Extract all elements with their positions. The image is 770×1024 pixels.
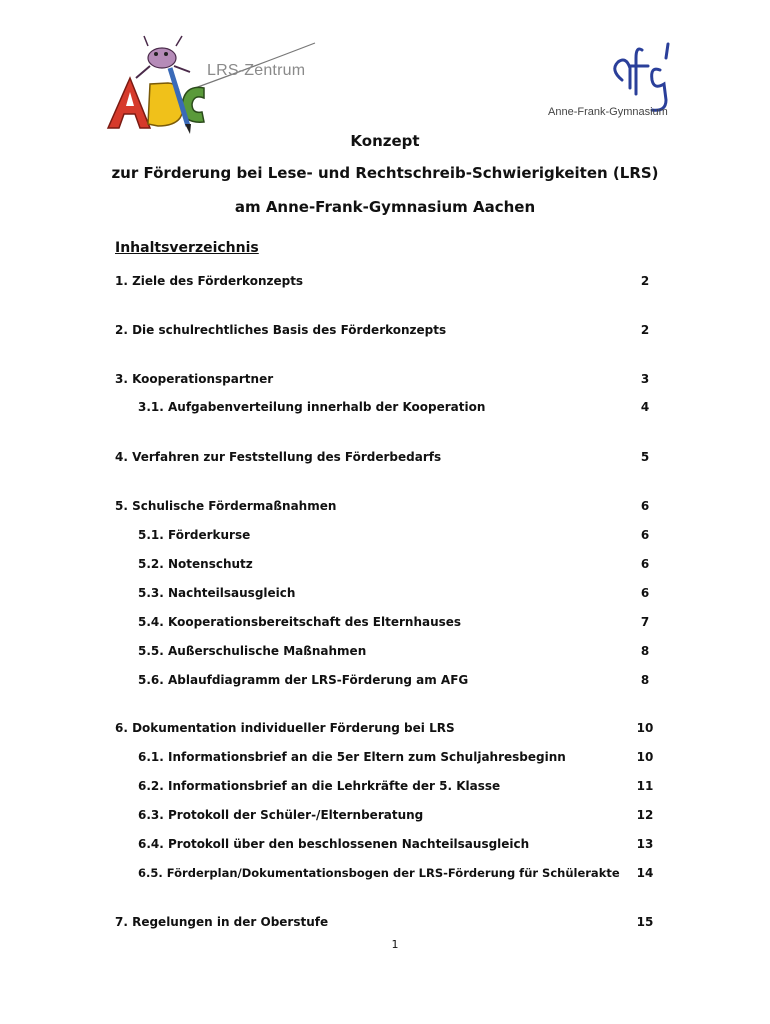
toc-entry[interactable] xyxy=(0,323,770,341)
toc-entry-label: 5.1. Förderkurse xyxy=(138,528,251,542)
toc-entry-page: 2 xyxy=(640,323,650,337)
toc-subentry[interactable] xyxy=(0,400,770,418)
toc-subentry[interactable] xyxy=(0,866,770,884)
toc-entry-label: 5.4. Kooperationsbereitschaft des Elternhauses xyxy=(138,615,462,629)
toc-entry[interactable] xyxy=(0,450,770,468)
toc-entry-page: 15 xyxy=(636,915,654,929)
title-line-2: zur Förderung bei Lese- und Rechtschreib-Schwierigkeiten (LRS) xyxy=(111,164,659,182)
toc-entry[interactable] xyxy=(0,274,770,292)
toc-entry-page: 8 xyxy=(640,673,650,687)
toc-subentry[interactable] xyxy=(0,837,770,855)
toc-entry-label: 4. Verfahren zur Feststellung des Förderbedarfs xyxy=(115,450,442,464)
title-line-3: am Anne-Frank-Gymnasium Aachen xyxy=(234,198,536,216)
toc-heading: Inhaltsverzeichnis xyxy=(115,240,259,256)
toc-entry-page: 2 xyxy=(640,274,650,288)
toc-entry-label: 3.1. Aufgabenverteilung innerhalb der Kooperation xyxy=(138,400,486,414)
toc-entry-page: 5 xyxy=(640,450,650,464)
toc-entry-label: 6.5. Förderplan/Dokumentationsbogen der LRS-Förderung für Schülerakte xyxy=(138,866,620,880)
toc-entry-label: 1. Ziele des Förderkonzepts xyxy=(115,274,304,288)
toc-entry[interactable] xyxy=(0,721,770,739)
title-line-1: Konzept xyxy=(350,132,420,150)
toc-entry[interactable] xyxy=(0,915,770,933)
toc-entry-label: 5. Schulische Fördermaßnahmen xyxy=(115,499,337,513)
lrs-zentrum-logo xyxy=(100,28,330,143)
toc-entry-page: 11 xyxy=(636,779,654,793)
toc-entry-label: 6.2. Informationsbrief an die Lehrkräfte der 5. Klasse xyxy=(138,779,501,793)
toc-subentry[interactable] xyxy=(0,750,770,768)
toc-entry-label: 6.1. Informationsbrief an die 5er Eltern zum Schuljahresbeginn xyxy=(138,750,566,764)
toc-entry-label: 2. Die schulrechtliches Basis des Förderkonzepts xyxy=(115,323,447,337)
toc-subentry[interactable] xyxy=(0,528,770,546)
toc-entry-label: 3. Kooperationspartner xyxy=(115,372,274,386)
toc-entry-page: 8 xyxy=(640,644,650,658)
toc-entry-label: 5.6. Ablaufdiagramm der LRS-Förderung am AFG xyxy=(138,673,469,687)
toc-subentry[interactable] xyxy=(0,673,770,691)
toc-entry-page: 4 xyxy=(640,400,650,414)
toc-subentry[interactable] xyxy=(0,586,770,604)
toc-subentry[interactable] xyxy=(0,615,770,633)
toc-entry-page: 6 xyxy=(640,586,650,600)
lrs-zentrum-label: LRS-Zentrum xyxy=(207,62,306,79)
toc-subentry[interactable] xyxy=(0,644,770,662)
toc-entry-page: 12 xyxy=(636,808,654,822)
toc-entry-label: 6.4. Protokoll über den beschlossenen Nachteilsausgleich xyxy=(138,837,530,851)
toc-entry-label: 6. Dokumentation individueller Förderung bei LRS xyxy=(115,721,455,735)
toc-entry-label: 5.2. Notenschutz xyxy=(138,557,253,571)
toc-subentry[interactable] xyxy=(0,779,770,797)
toc-entry-page: 6 xyxy=(640,557,650,571)
toc-entry-page: 13 xyxy=(636,837,654,851)
toc-entry-page: 6 xyxy=(640,528,650,542)
toc-entry-page: 10 xyxy=(636,750,654,764)
toc-entry-label: 7. Regelungen in der Oberstufe xyxy=(115,915,329,929)
toc-entry-label: 5.5. Außerschulische Maßnahmen xyxy=(138,644,367,658)
toc-entry-page: 7 xyxy=(640,615,650,629)
toc-entry[interactable] xyxy=(0,372,770,390)
toc-entry[interactable] xyxy=(0,499,770,517)
toc-subentry[interactable] xyxy=(0,557,770,575)
toc-entry-label: 5.3. Nachteilsausgleich xyxy=(138,586,296,600)
toc-subentry[interactable] xyxy=(0,808,770,826)
toc-entry-label: 6.3. Protokoll der Schüler-/Elternberatung xyxy=(138,808,424,822)
anne-frank-gymnasium-label: Anne-Frank-Gymnasium xyxy=(548,106,668,118)
toc-entry-page: 6 xyxy=(640,499,650,513)
toc-entry-page: 14 xyxy=(636,866,654,880)
toc-entry-page: 10 xyxy=(636,721,654,735)
page-number: 1 xyxy=(391,938,399,951)
toc-entry-page: 3 xyxy=(640,372,650,386)
